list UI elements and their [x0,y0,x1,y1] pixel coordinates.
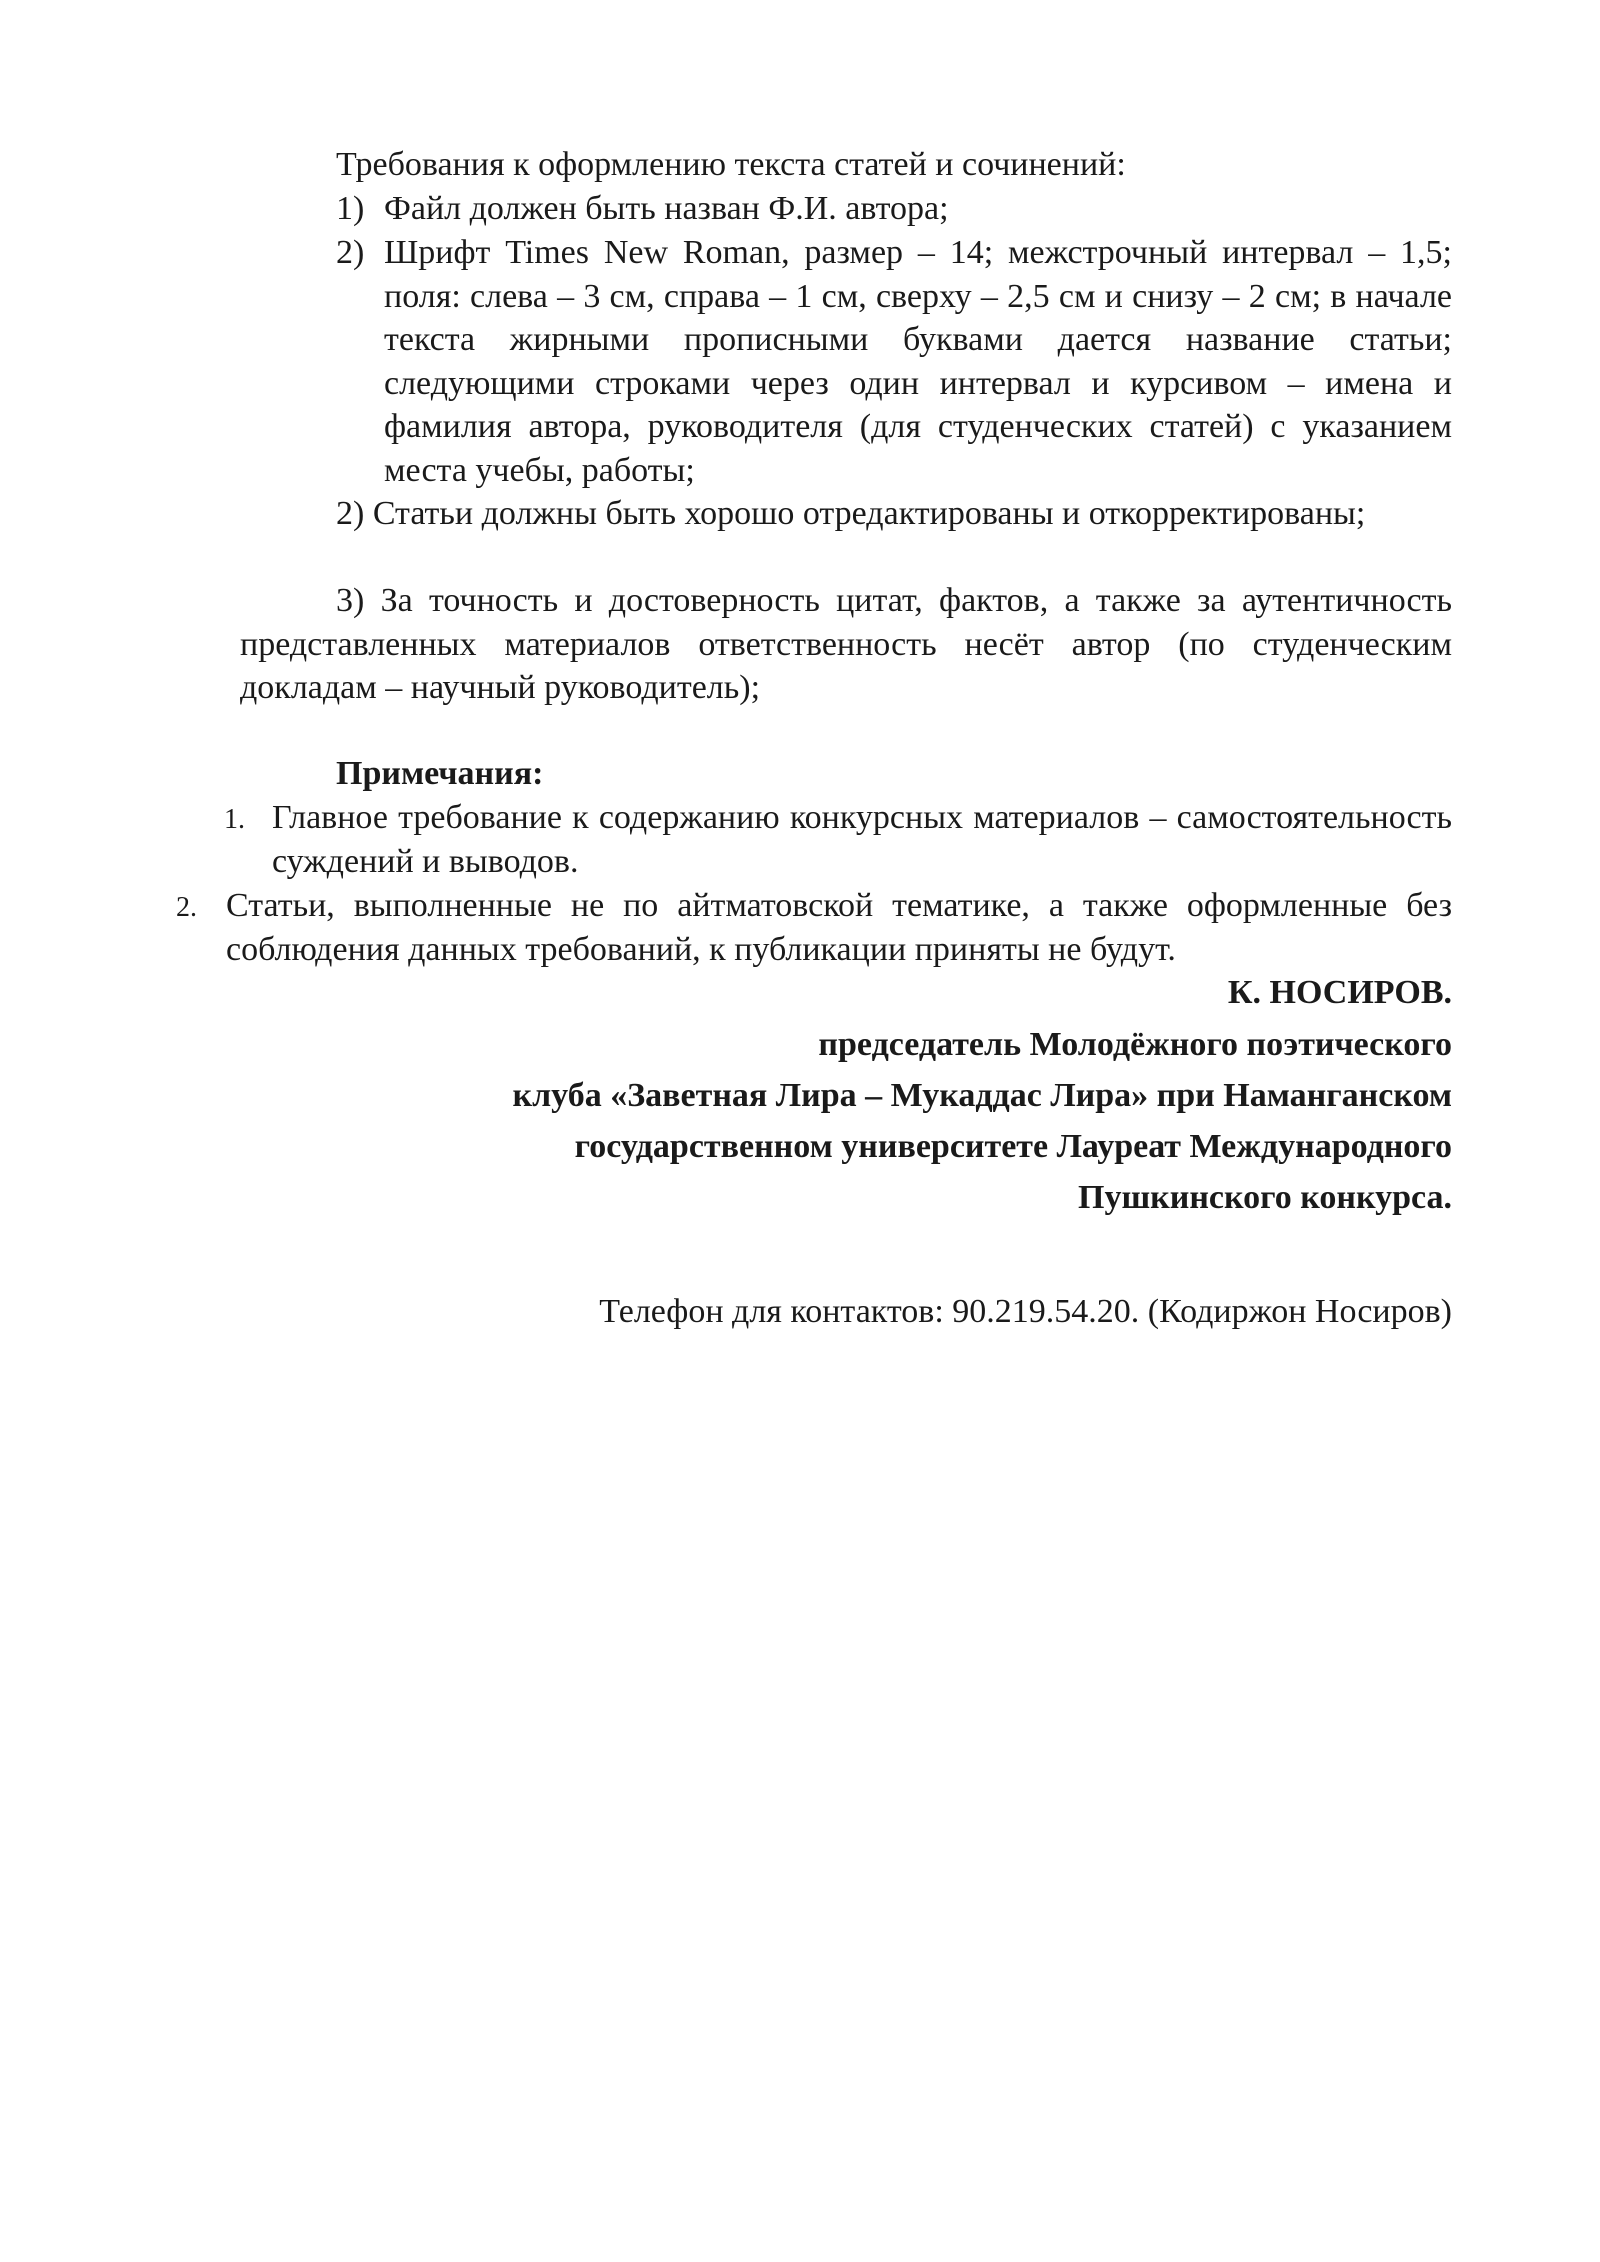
requirement-text: Файл должен быть назван Ф.И. автора; [384,190,949,227]
requirement-text: Шрифт Times New Roman, размер – 14; межстрочный интервал – 1,5; поля: слева – 3 см, справа – 1 см, сверху – 2,5 см и снизу – 2 см; в начале текста жирными прописными буквами дается название статьи; следующими строками через один интервал и курсивом – имена и фамилия автора, руководителя (для студенческих статей) с указанием места учебы, работы; [384,234,1452,489]
requirement-paragraph-3: 3) За точность и достоверность цитат, фактов, а также за аутентичность представленных материалов ответственность несёт автор (по студенческим докладам – научный руководитель); [240,582,1452,706]
requirement-item-2 [336,231,1452,493]
note-item-2 [176,884,1452,972]
signature-line: Пушкинского конкурса. [1078,1179,1452,1216]
requirement-item-1 [336,187,1452,231]
requirement-number: 1) [336,190,365,227]
signature-name: К. НОСИРОВ. [1227,974,1452,1011]
signature-line: клуба «Заветная Лира – Мукаддас Лира» при Наманганском [512,1077,1452,1114]
note-text: Главное требование к содержанию конкурсных материалов – самостоятельность суждений и выводов. [272,799,1452,880]
note-text: Статьи, выполненные не по айтматовской тематике, а также оформленные без соблюдения данных требований, к публикации приняты не будут. [226,887,1452,968]
requirement-paragraph-2: 2) Статьи должны быть хорошо отредактированы и откорректированы; [336,495,1366,532]
requirements-heading: Требования к оформлению текста статей и сочинений: [336,146,1126,183]
contact-phone: Телефон для контактов: 90.219.54.20. (Кодиржон Носиров) [599,1293,1452,1330]
signature-line: государственном университете Лауреат Международного [574,1128,1452,1165]
signature-line: председатель Молодёжного поэтического [818,1026,1452,1063]
note-number: 1. [224,804,245,835]
note-number: 2. [176,892,197,923]
requirement-number: 2) [336,234,365,271]
notes-title: Примечания: [336,755,544,792]
note-item-1 [224,796,1452,884]
